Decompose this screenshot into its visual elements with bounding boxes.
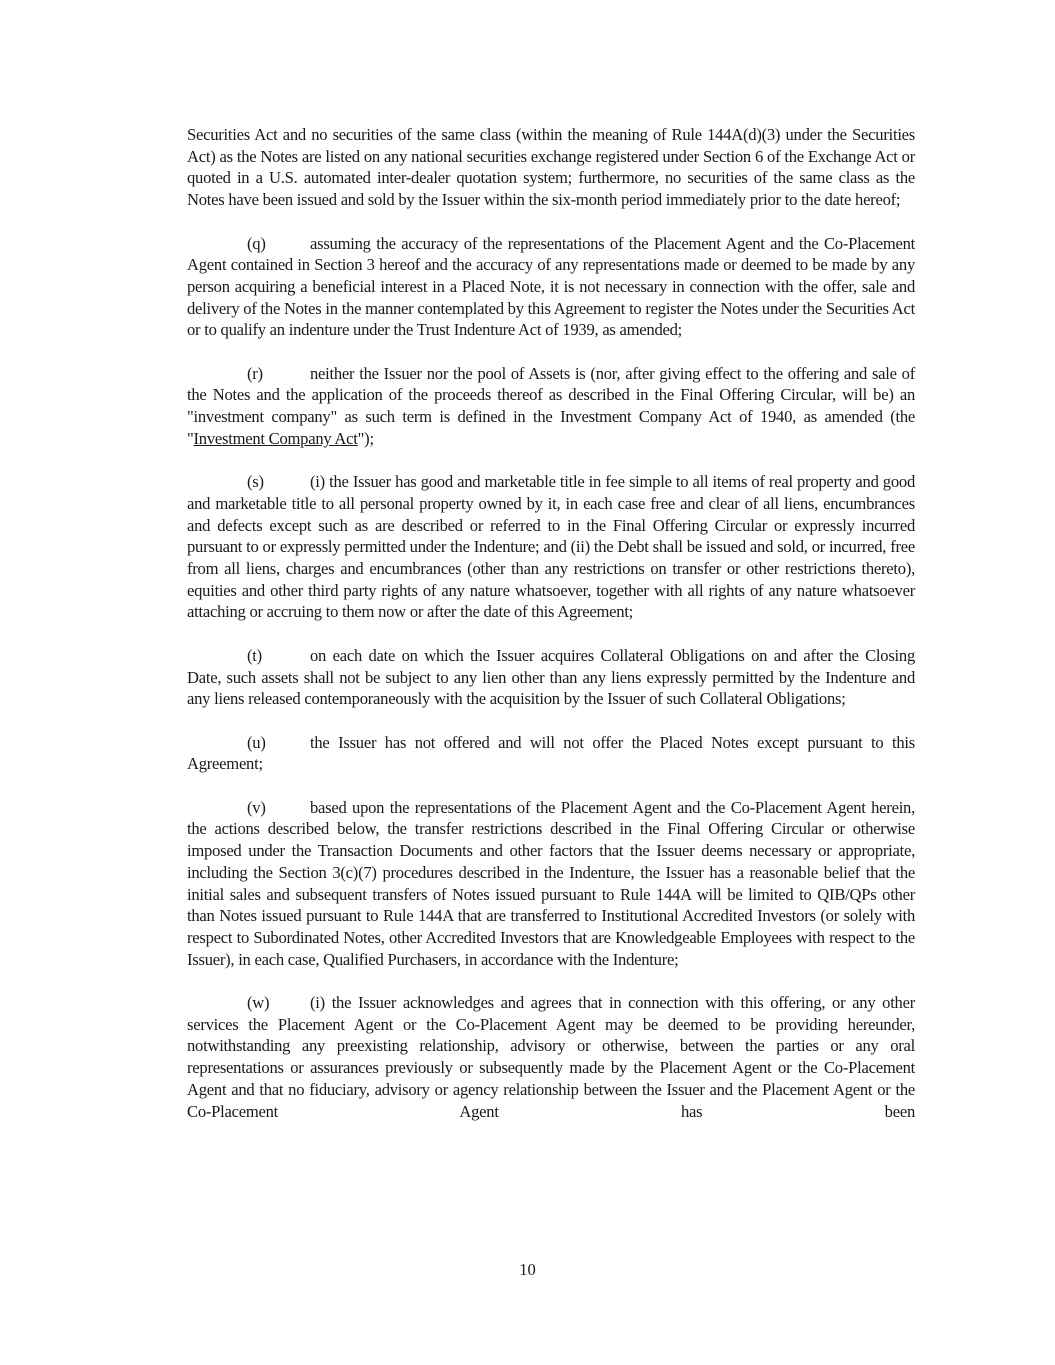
clause-label: (q) bbox=[247, 233, 266, 253]
clause-t bbox=[187, 645, 915, 710]
page-number: 10 bbox=[519, 1260, 536, 1279]
clause-text-end: "); bbox=[357, 428, 374, 448]
clause-q bbox=[187, 233, 915, 342]
clause-label: (r) bbox=[247, 363, 263, 383]
defined-term: Investment Company Act bbox=[193, 428, 358, 448]
clause-text: neither the Issuer nor the pool of Assets is (nor, after giving effect to the offering and sale of the Notes and the application of the proceeds thereof as described in the Final Offering Circular, will be) an "investment company" as such term is defined in the Investment Company Act of 1940, as amended (the " bbox=[187, 363, 915, 448]
clause-text: on each date on which the Issuer acquires Collateral Obligations on and after the Closing Date, such assets shall not be subject to any lien other than any liens expressly permitted by the Indenture and any liens released contemporaneously with the acquisition by the Issuer of such Collateral Obligations; bbox=[187, 645, 915, 709]
clause-label: (w) bbox=[247, 993, 270, 1013]
clause-text: assuming the accuracy of the representations of the Placement Agent and the Co-Placement Agent contained in Section 3 hereof and the accuracy of any representations made or deemed to be made by any person acquiring a beneficial interest in a Placed Note, it is not necessary in connection with the offer, sale and delivery of the Notes in the manner contemplated by this Agreement to register the Notes under the Securities Act or to qualify an indenture under the Trust Indenture Act of 1939, as amended; bbox=[187, 233, 915, 340]
clause-u bbox=[187, 732, 915, 775]
continuation-paragraph: Securities Act and no securities of the same class (within the meaning of Rule 144A(d)(3) under the Securities Act) as the Notes are listed on any national securities exchange registered under Section 6 of the Exchange Act or quoted in a U.S. automated inter-dealer quotation system; furthermore, no securities of the same class as the Notes have been issued and sold by the Issuer within the six-month period immediately prior to the date hereof; bbox=[187, 125, 915, 210]
clause-label: (s) bbox=[247, 472, 264, 492]
clause-label: (v) bbox=[247, 797, 266, 817]
clause-w bbox=[187, 992, 915, 1122]
clause-s bbox=[187, 471, 915, 623]
clause-text: the Issuer has not offered and will not offer the Placed Notes except pursuant to this Agreement; bbox=[187, 732, 915, 774]
clause-text: (i) the Issuer acknowledges and agrees that in connection with this offering, or any other services the Placement Agent or the Co-Placement Agent may be deemed to be providing hereunder, notwithstanding any preexisting relationship, advisory or otherwise, between the parties or any oral representations or assurances previously or subsequently made by the Placement Agent or the Co-Placement Agent and that no fiduciary, advisory or agency relationship between the Issuer and the Placement Agent or the Co-Placement Agent has been bbox=[187, 993, 915, 1121]
clause-r bbox=[187, 363, 915, 450]
clause-label: (u) bbox=[247, 732, 266, 752]
clause-v bbox=[187, 797, 915, 971]
clause-text: based upon the representations of the Placement Agent and the Co-Placement Agent herein, the actions described below, the transfer restrictions described in the Final Offering Circular or otherwise imposed under the Transaction Documents and other factors that the Issuer deems necessary or appropriate, including the Section 3(c)(7) procedures described in the Indenture, the Issuer has a reasonable belief that the initial sales and subsequent transfers of Notes issued pursuant to Rule 144A will be limited to QIB/QPs other than Notes issued pursuant to Rule 144A that are transferred to Institutional Accredited Investors (or solely with respect to Subordinated Notes, other Accredited Investors that are Knowledgeable Employees with respect to the Issuer), in each case, Qualified Purchasers, in accordance with the Indenture; bbox=[187, 797, 915, 969]
clause-label: (t) bbox=[247, 645, 262, 665]
document-page bbox=[187, 124, 915, 1144]
clause-text: (i) the Issuer has good and marketable title in fee simple to all items of real property and good and marketable title to all personal property owned by it, in each case free and clear of all liens, encumbrances and defects except such as are described or referred to in the Final Offering Circular or expressly incurred pursuant to or expressly permitted under the Indenture; and (ii) the Debt shall be issued and sold, or incurred, free from all liens, charges and encumbrances (other than any restrictions on transfer or other restrictions thereto), equities and other third party rights of any nature whatsoever, together with all rights of any nature whatsoever attaching or accruing to them now or after the date of this Agreement; bbox=[187, 472, 915, 622]
